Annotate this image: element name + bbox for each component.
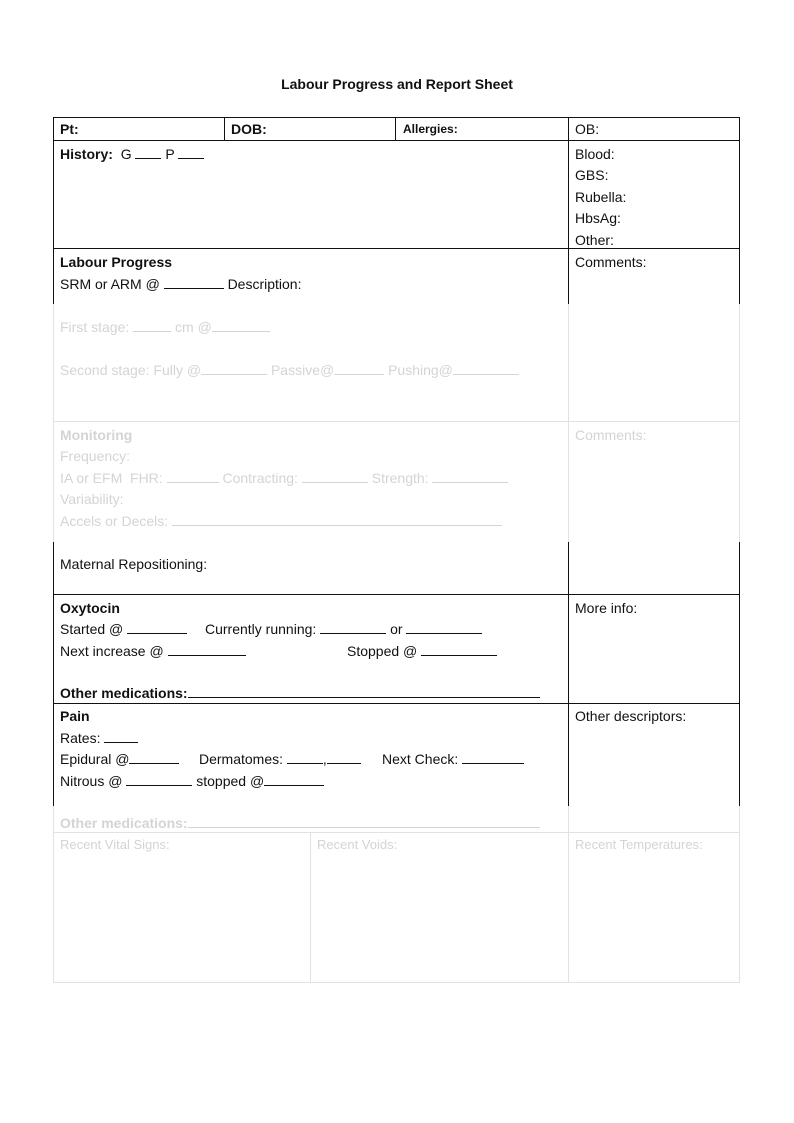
description-label: Description: bbox=[227, 276, 302, 292]
ia-efm-label: IA or EFM bbox=[60, 470, 123, 486]
next-increase-label: Next increase @ bbox=[60, 643, 164, 659]
recent-voids-label: Recent Voids: bbox=[317, 837, 398, 852]
monitoring-comments-label: Comments: bbox=[575, 427, 647, 443]
next-check-blank[interactable] bbox=[462, 751, 524, 764]
second-stage-field bbox=[60, 361, 519, 379]
currently-running-label: Currently running: bbox=[205, 621, 317, 637]
page-title: Labour Progress and Report Sheet bbox=[281, 76, 513, 92]
other-medications-label: Other medications: bbox=[60, 685, 188, 701]
srm-arm-blank[interactable] bbox=[164, 276, 224, 289]
stopped-label: Stopped @ bbox=[347, 643, 418, 659]
history-p-blank[interactable] bbox=[178, 146, 204, 159]
ob-item-rubella: Rubella: bbox=[575, 189, 627, 205]
next-check-label: Next Check: bbox=[382, 751, 459, 767]
nitrous-stopped-label: stopped @ bbox=[196, 773, 265, 789]
history-g-blank[interactable] bbox=[135, 146, 161, 159]
epidural-blank[interactable] bbox=[129, 751, 179, 764]
pain-heading: Pain bbox=[60, 708, 90, 724]
nitrous-field bbox=[60, 772, 324, 790]
first-stage-field bbox=[60, 318, 270, 336]
history-field bbox=[60, 145, 204, 163]
cm-label: cm @ bbox=[175, 319, 212, 335]
rates-field bbox=[60, 729, 138, 747]
epidural-field bbox=[60, 750, 179, 768]
stopped-field bbox=[347, 642, 497, 660]
bottom-other-medications-blank[interactable] bbox=[188, 815, 540, 828]
ob-item-blood: Blood: bbox=[575, 146, 615, 162]
bottom-other-medications-field bbox=[60, 814, 540, 832]
fhr-blank[interactable] bbox=[167, 470, 219, 483]
monitoring-heading: Monitoring bbox=[60, 427, 133, 443]
next-check-field bbox=[382, 750, 524, 768]
fhr-field bbox=[60, 469, 508, 487]
rates-label: Rates: bbox=[60, 730, 101, 746]
second-stage-label: Second stage: Fully @ bbox=[60, 362, 202, 378]
cm-blank[interactable] bbox=[212, 319, 270, 332]
labour-progress-heading: Labour Progress bbox=[60, 254, 173, 270]
passive-label: Passive@ bbox=[270, 362, 335, 378]
accels-field bbox=[60, 512, 502, 530]
first-stage-label: First stage: bbox=[60, 319, 130, 335]
other-medications-field bbox=[60, 684, 540, 702]
more-info-label: More info: bbox=[575, 600, 638, 616]
accels-label: Accels or Decels: bbox=[60, 513, 169, 529]
frequency-label: Frequency: bbox=[60, 448, 131, 464]
currently-running-field bbox=[205, 620, 482, 638]
history-p-label: P bbox=[165, 146, 175, 162]
nitrous-blank[interactable] bbox=[126, 773, 192, 786]
labour-comments-label: Comments: bbox=[575, 254, 647, 270]
dermatomes-blank-2[interactable] bbox=[327, 751, 361, 764]
dermatomes-field bbox=[199, 750, 361, 768]
variability-label: Variability: bbox=[60, 491, 124, 507]
next-increase-blank[interactable] bbox=[168, 643, 246, 656]
contracting-blank[interactable] bbox=[302, 470, 368, 483]
rates-blank[interactable] bbox=[104, 730, 138, 743]
accels-blank[interactable] bbox=[172, 513, 502, 526]
passive-blank[interactable] bbox=[334, 362, 384, 375]
recent-temperatures-label: Recent Temperatures: bbox=[575, 837, 703, 852]
maternal-repositioning-label: Maternal Repositioning: bbox=[60, 556, 208, 572]
contracting-label: Contracting: bbox=[222, 470, 298, 486]
first-stage-blank[interactable] bbox=[133, 319, 171, 332]
allergies-label: Allergies: bbox=[403, 122, 458, 136]
dermatomes-blank-1[interactable] bbox=[287, 751, 323, 764]
dermatomes-label: Dermatomes: bbox=[199, 751, 284, 767]
ob-item-gbs: GBS: bbox=[575, 167, 609, 183]
ob-item-other: Other: bbox=[575, 232, 614, 248]
dob-label: DOB: bbox=[231, 121, 267, 137]
srm-arm-field bbox=[60, 275, 301, 293]
recent-vital-signs-label: Recent Vital Signs: bbox=[60, 837, 170, 852]
nitrous-stopped-blank[interactable] bbox=[264, 773, 324, 786]
or-label: or bbox=[390, 621, 403, 637]
ob-item-hbsag: HbsAg: bbox=[575, 210, 621, 226]
srm-arm-label: SRM or ARM @ bbox=[60, 276, 160, 292]
stopped-blank[interactable] bbox=[421, 643, 497, 656]
history-label: History: bbox=[60, 146, 113, 162]
currently-running-blank[interactable] bbox=[320, 621, 386, 634]
epidural-label: Epidural @ bbox=[60, 751, 130, 767]
nitrous-label: Nitrous @ bbox=[60, 773, 123, 789]
started-label: Started @ bbox=[60, 621, 124, 637]
strength-label: Strength: bbox=[371, 470, 429, 486]
started-blank[interactable] bbox=[127, 621, 187, 634]
pushing-blank[interactable] bbox=[453, 362, 519, 375]
next-increase-field bbox=[60, 642, 246, 660]
pt-label: Pt: bbox=[60, 121, 79, 137]
strength-blank[interactable] bbox=[432, 470, 508, 483]
oxytocin-heading: Oxytocin bbox=[60, 600, 120, 616]
ob-label: OB: bbox=[575, 121, 600, 137]
history-g-label: G bbox=[120, 146, 132, 162]
fully-blank[interactable] bbox=[201, 362, 267, 375]
dermatomes-comma: , bbox=[322, 751, 327, 767]
or-blank[interactable] bbox=[406, 621, 482, 634]
other-descriptors-label: Other descriptors: bbox=[575, 708, 687, 724]
oxytocin-started-field bbox=[60, 620, 187, 638]
fhr-label: FHR: bbox=[130, 470, 163, 486]
pushing-label: Pushing@ bbox=[388, 362, 453, 378]
bottom-other-medications-label: Other medications: bbox=[60, 815, 188, 831]
other-medications-blank[interactable] bbox=[188, 685, 540, 698]
